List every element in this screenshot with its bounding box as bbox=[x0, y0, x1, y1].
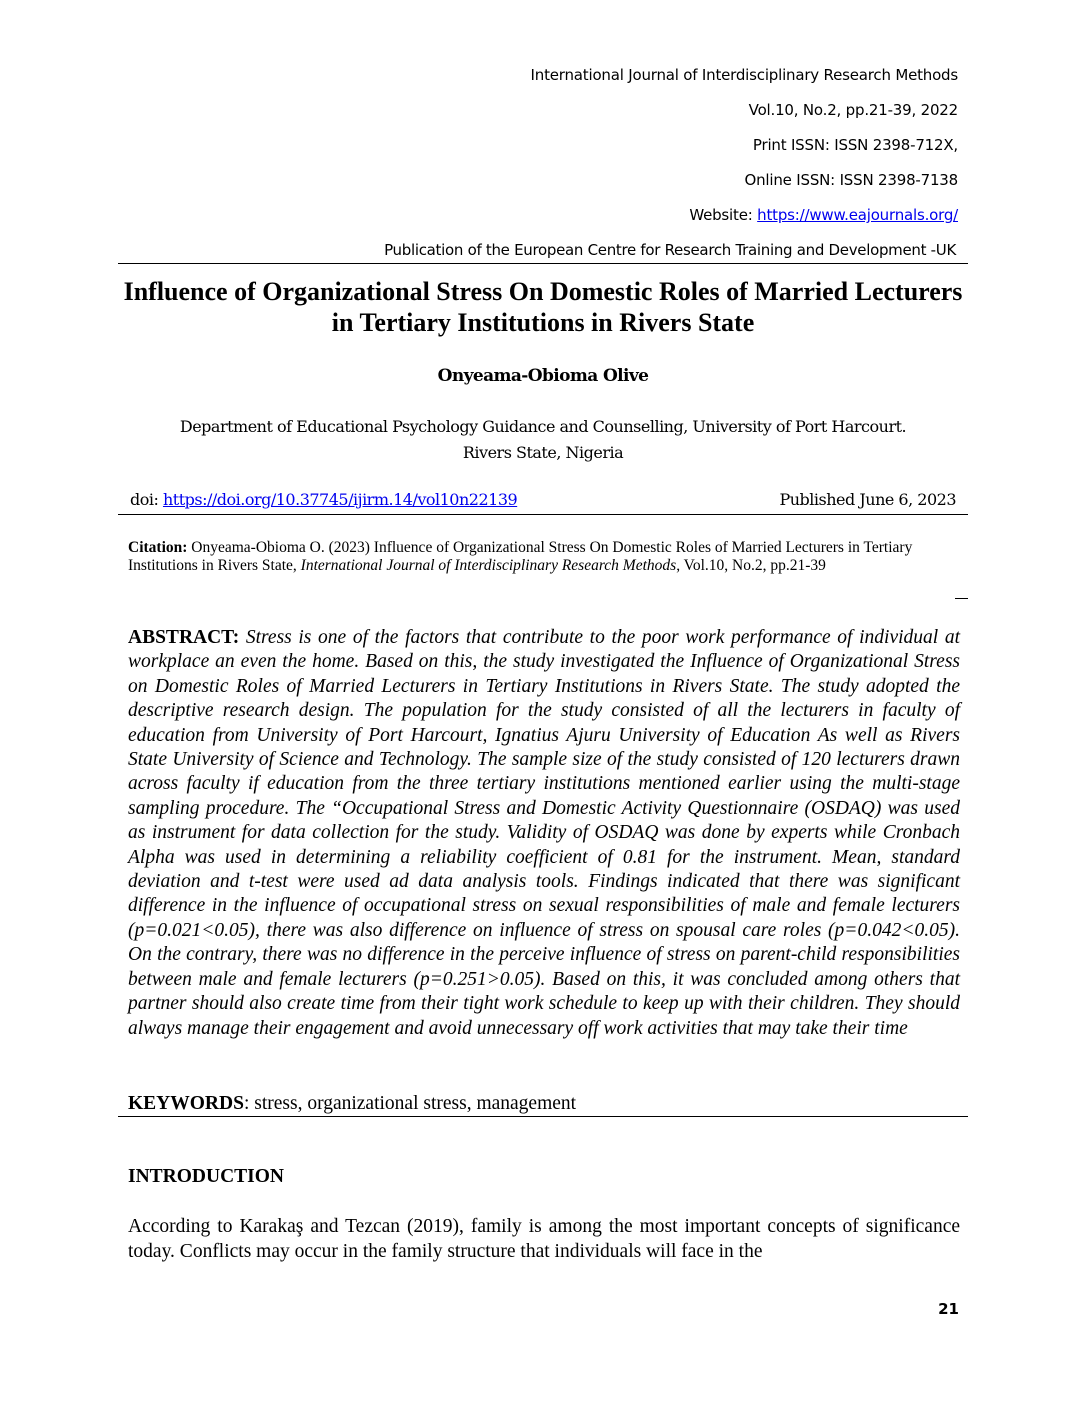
keywords-text: : stress, organizational stress, management bbox=[243, 1093, 577, 1114]
publisher-text: Publication of the European Centre for Research Training and Development -UK bbox=[384, 241, 956, 259]
article-title: Influence of Organizational Stress On Domestic Roles of Married Lecturers in Tertiary Institutions in Rivers State bbox=[123, 277, 963, 337]
publisher-line bbox=[118, 241, 968, 264]
journal-name: International Journal of Interdisciplinary Research Methods bbox=[530, 66, 958, 84]
affiliation-department: Department of Educational Psychology Guidance and Counselling, University of Port Harcourt. bbox=[179, 417, 907, 436]
citation bbox=[128, 539, 960, 575]
keywords-label: KEYWORDS bbox=[128, 1093, 244, 1114]
online-issn: Online ISSN: ISSN 2398-7138 bbox=[744, 171, 958, 189]
doi bbox=[130, 490, 517, 509]
print-issn: Print ISSN: ISSN 2398-712X, bbox=[752, 136, 958, 154]
doi-line bbox=[118, 488, 968, 515]
affiliation bbox=[118, 414, 968, 466]
doi-label: doi: bbox=[130, 490, 163, 509]
page-number: 21 bbox=[938, 1300, 959, 1318]
doi-link[interactable]: https://doi.org/10.37745/ijirm.14/vol10n22139 bbox=[162, 490, 518, 509]
website-link[interactable]: https://www.eajournals.org/ bbox=[757, 206, 958, 224]
citation-volume: , Vol.10, No.2, pp.21-39 bbox=[676, 557, 826, 574]
introduction-body: According to Karakaş and Tezcan (2019), family is among the most important concepts of significance today. Conflicts may occur in the family structure that individuals will face in the bbox=[128, 1216, 960, 1262]
citation-text: Onyeama-Obioma O. (2023) Influence of Organizational Stress On Domestic Roles of Married Lecturers in Tertiary Institutions in Rivers State, bbox=[128, 539, 913, 574]
affiliation-location: Rivers State, Nigeria bbox=[462, 443, 624, 462]
keywords bbox=[118, 1092, 968, 1117]
published-date: Published June 6, 2023 bbox=[779, 490, 956, 509]
citation-label: Citation: bbox=[128, 539, 188, 556]
author-name: Onyeama-Obioma Olive bbox=[437, 366, 649, 386]
introduction-heading: INTRODUCTION bbox=[128, 1166, 285, 1187]
citation-journal: International Journal of Interdisciplinary Research Methods bbox=[300, 557, 677, 574]
abstract-body: Stress is one of the factors that contribute to the poor work performance of individual at workplace an even the home. Based on this, the study investigated the Influence of Organizational Stress on Domestic Roles of Married Lecturers in Tertiary Institutions in Rivers State. The study adopted the descriptive research design. The population for the study consisted of all the lecturers in faculty of education from University of Port Harcourt, Ignatius Ajuru University of Education As well as Rivers State University of Science and Technology. The sample size of the study consisted of 120 lecturers drawn across faculty if education from the three tertiary institutions mentioned earlier using the multi-stage sampling procedure. The “Occupational Stress and Domestic Activity Questionnaire (OSDAQ) was used as instrument for data collection for the study. Validity of OSDAQ was done by experts while Cronbach Alpha was used in determining a reliability coefficient of 0.81 for the instrument. Mean, standard deviation and t-test were used ad data analysis tools. Findings indicated that there was significant difference in the influence of occupational stress on sexual responsibilities of male and female lecturers (p=0.021<0.05), there was also difference on influence of stress on spousal care roles (p=0.042<0.05). On the contrary, there was no difference in the perceive influence of stress on parent-child responsibilities between male and female lecturers (p=0.251>0.05). Based on this, it was concluded among others that partner should also create time from their tight work schedule to keep up with their children. They should always manage their engagement and avoid unnecessary off work activities that may take their time bbox=[128, 627, 960, 1039]
website-line bbox=[689, 206, 958, 224]
volume-info: Vol.10, No.2, pp.21-39, 2022 bbox=[748, 101, 958, 119]
abstract-label: ABSTRACT: bbox=[128, 627, 240, 648]
website-label: Website: bbox=[689, 206, 758, 224]
citation-end-rule bbox=[955, 588, 968, 599]
abstract bbox=[128, 626, 960, 1041]
